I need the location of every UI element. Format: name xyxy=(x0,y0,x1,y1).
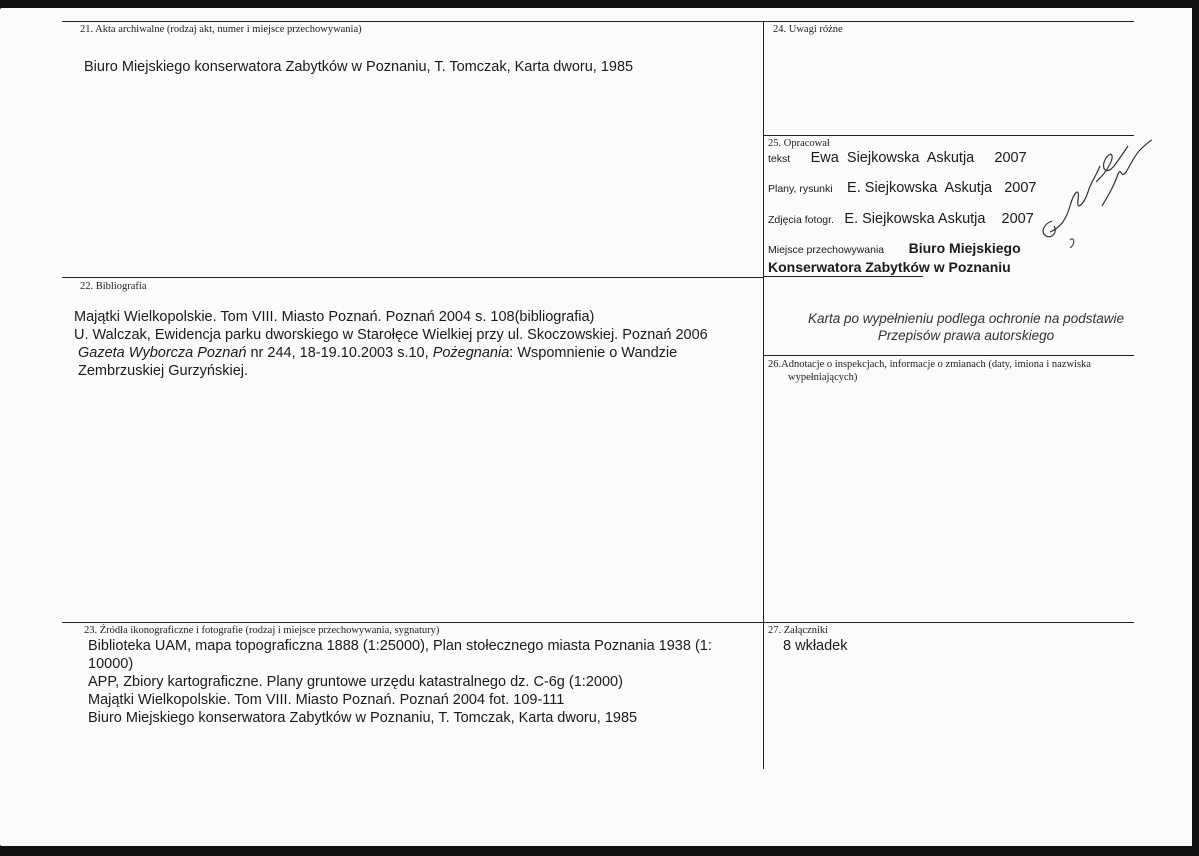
copyright-note-line-2: Przepisów prawa autorskiego xyxy=(877,328,1055,343)
copyright-note-line-1: Karta po wypełnieniu podlega ochronie na podstawie xyxy=(808,311,1124,326)
bibliography-entry-3 xyxy=(74,344,744,380)
source-entry-4: Biuro Miejskiego konserwatora Zabytków w Poznaniu, T. Tomczak, Karta dworu, 1985 xyxy=(88,710,638,726)
storage-place-value-1: Biuro Miejskiego xyxy=(908,240,1021,256)
handwritten-signature xyxy=(1030,136,1155,256)
divider-note-26 xyxy=(763,355,1134,356)
section-22-label: 22. Bibliografia xyxy=(80,281,147,292)
storage-place-row xyxy=(768,240,1021,258)
author-photos-row xyxy=(768,210,1034,228)
author-photos-value: E. Siejkowska Askutja 2007 xyxy=(844,211,1034,227)
source-entry-2: APP, Zbiory kartograficzne. Plany gruntowe urzędu katastralnego dz. C-6g (1:2000) xyxy=(88,674,623,690)
newspaper-article: : Wspomnienie o Wandzie Zembrzuskiej Gurzyńskiej. xyxy=(78,345,678,379)
section-26-label xyxy=(768,358,1091,384)
section-27-label: 27. Załączniki xyxy=(768,625,829,636)
section-26-label-line-2: wypełniających) xyxy=(788,372,858,383)
source-entry-3: Majątki Wielkopolskie. Tom VIII. Miasto Poznań. Poznań 2004 fot. 109-111 xyxy=(88,692,565,708)
newspaper-column: Pożegnania xyxy=(432,345,510,361)
top-border-line xyxy=(62,21,1134,22)
author-plans-label: Plany, rysunki xyxy=(768,183,833,195)
author-plans-row xyxy=(768,179,1036,197)
newspaper-issue: nr 244, 18-19.10.2003 s.10, xyxy=(246,345,433,361)
section-22-bibliography xyxy=(74,308,744,380)
author-plans-value: E. Siejkowska Askutja 2007 xyxy=(847,180,1037,196)
author-text-label: tekst xyxy=(768,153,791,165)
storage-place-label: Miejsce przechowywania xyxy=(768,244,885,256)
storage-place-value-2: Konserwatora Zabytków w Poznaniu xyxy=(768,259,1011,275)
author-text-row xyxy=(768,149,1027,167)
document-sheet xyxy=(0,8,1192,846)
section-23-sources xyxy=(88,637,753,727)
divider-22-23 xyxy=(62,622,1134,623)
section-21-text: Biuro Miejskiego konserwatora Zabytków w Poznaniu, T. Tomczak, Karta dworu, 1985 xyxy=(84,59,634,75)
section-21-label: 21. Akta archiwalne (rodzaj akt, numer i miejsce przechowywania) xyxy=(80,24,362,35)
author-photos-label: Zdjęcia fotogr. xyxy=(768,214,834,226)
newspaper-title: Gazeta Wyborcza Poznań xyxy=(78,345,247,361)
author-text-value: Ewa Siejkowska Askutja 2007 xyxy=(810,150,1027,166)
section-24-label: 24. Uwagi różne xyxy=(773,24,843,35)
section-25-label: 25. Opracował xyxy=(768,138,830,149)
bibliography-entry-2: U. Walczak, Ewidencja parku dworskiego w Starołęce Wielkiej przy ul. Skoczowskiej. Poznań 2006 xyxy=(74,327,708,343)
source-entry-1: Biblioteka UAM, mapa topograficzna 1888 (1:25000), Plan stołecznego miasta Poznania 1938 (1: 10000) xyxy=(88,638,712,672)
divider-21-22 xyxy=(62,277,763,278)
copyright-note xyxy=(790,310,1142,344)
attachments-count: 8 wkładek xyxy=(783,638,848,654)
section-23-label: 23. Źródła ikonograficzne i fotografie (rodzaj i miejsce przechowywania, sygnatury) xyxy=(84,625,440,636)
bibliography-entry-1: Majątki Wielkopolskie. Tom VIII. Miasto Poznań. Poznań 2004 s. 108(bibliografia) xyxy=(74,309,595,325)
center-divider-line xyxy=(763,21,764,769)
section-26-label-line-1: 26.Adnotacje o inspekcjach, informacje o zmianach (daty, imiona i nazwiska xyxy=(768,359,1091,370)
divider-25-note xyxy=(763,276,923,277)
